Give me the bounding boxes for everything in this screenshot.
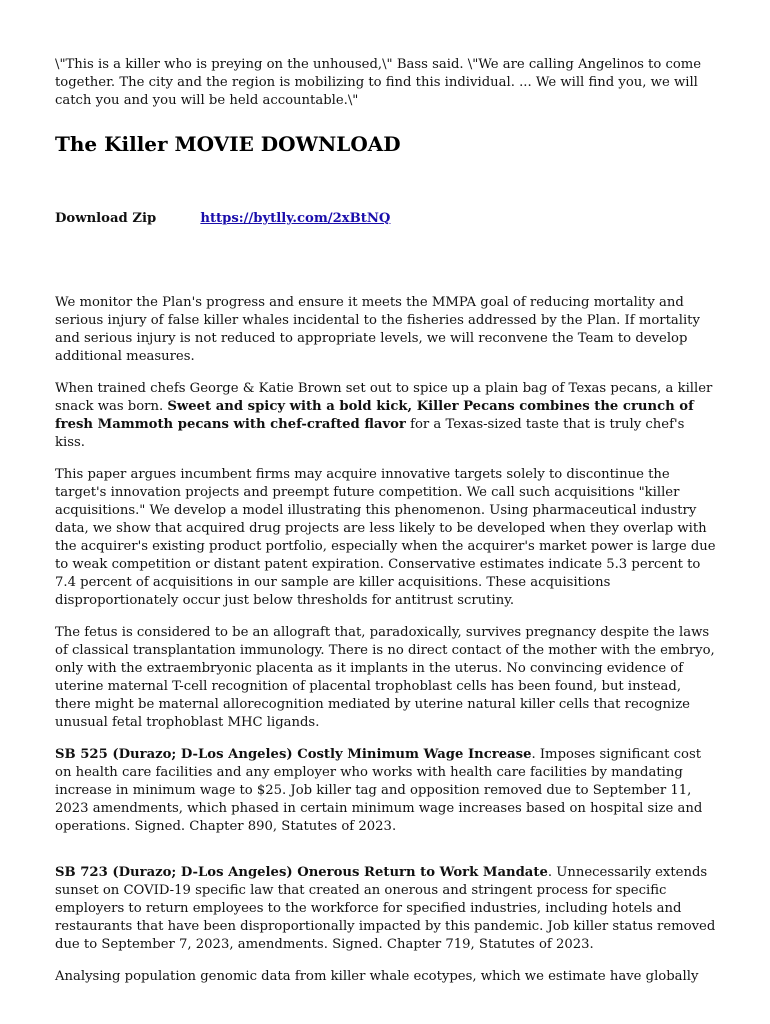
sb-525-heading: SB 525 (Durazo; D-Los Angeles) Costly Minimum Wage Increase (55, 747, 532, 762)
pecans-text-start: When trained chefs George & Katie Brown set out to spice up a plain bag of Texas pecans, a killer snack was born. (55, 381, 713, 414)
paragraph-killer-whale-genomics: Analysing population genomic data from killer whale ecotypes, which we estimate have globally (55, 969, 699, 984)
paragraph-whales-plan: We monitor the Plan's progress and ensure it meets the MMPA goal of reducing mortality and serious injury of false killer whales incidental to the fisheries addressed by the Plan. If mortality and serious injury is not reduced to appropriate levels, we will reconvene the Team to develop additional measures. (55, 295, 700, 364)
download-link[interactable]: https://bytlly.com/2xBtNQ (200, 211, 391, 226)
sb-723-heading: SB 723 (Durazo; D-Los Angeles) Onerous Return to Work Mandate (55, 865, 548, 880)
paragraph-killer-acquisitions: This paper argues incumbent firms may acquire innovative targets solely to discontinue the target's innovation projects and preempt future competition. We call such acquisitions "killer acquisitions." We develop a model illustrating this phenomenon. Using pharmaceutical industry data, we show that acquired drug projects are less likely to be developed when they overlap with the acquirer's existing product portfolio, especially when the acquirer's market power is large due to weak competition or distant patent expiration. Conservative estimates indicate 5.3 percent to 7.4 percent of acquisitions in our sample are killer acquisitions. These acquisitions disproportionately occur just below thresholds for antitrust scrutiny. (55, 467, 716, 608)
page-title: The Killer MOVIE DOWNLOAD (55, 132, 401, 156)
paragraph-pecans (55, 380, 717, 452)
quote-paragraph: \"This is a killer who is preying on the unhoused,\" Bass said. \"We are calling Angelinos to come together. The city and the region is mobilizing to find this individual. ... We will find you, we will catch you and you will be held accountable.\" (55, 57, 702, 108)
paragraph-sb-723 (55, 864, 717, 954)
paragraph-sb-525 (55, 746, 717, 836)
document-body (55, 56, 717, 1000)
download-label: Download Zip (55, 211, 201, 226)
paragraph-fetus-allograft: The fetus is considered to be an allograft that, paradoxically, survives pregnancy despite the laws of classical transplantation immunology. There is no direct contact of the mother with the embryo, only with the extraembryonic placenta as it implants in the uterus. No convincing evidence of uterine maternal T-cell recognition of placental trophoblast cells has been found, but instead, there might be maternal allorecognition mediated by uterine natural killer cells that recognize unusual fetal trophoblast MHC ligands. (55, 625, 715, 730)
download-line (55, 210, 717, 228)
sb-723-text: . Unnecessarily extends sunset on COVID-19 specific law that created an onerous and stringent process for specific employers to return employees to the workforce for specified industries, including hotels and restaurants that have been disproportionally impacted by this pandemic. Job killer status removed due to September 7, 2023, amendments. Signed. Chapter 719, Statutes of 2023. (55, 865, 716, 952)
sb-525-text: . Imposes significant cost on health care facilities and any employer who works with health care facilities by mandating increase in minimum wage to $25. Job killer tag and opposition removed due to September 11, 2023 amendments, which phased in certain minimum wage increases based on hospital size and operations. Signed. Chapter 890, Statutes of 2023. (55, 747, 703, 834)
pecans-bold-text: Sweet and spicy with a bold kick, Killer Pecans combines the crunch of fresh Mammoth pecans with chef-crafted flavor (55, 399, 694, 432)
pecans-text-end: for a Texas-sized taste that is truly chef's kiss. (55, 417, 685, 450)
